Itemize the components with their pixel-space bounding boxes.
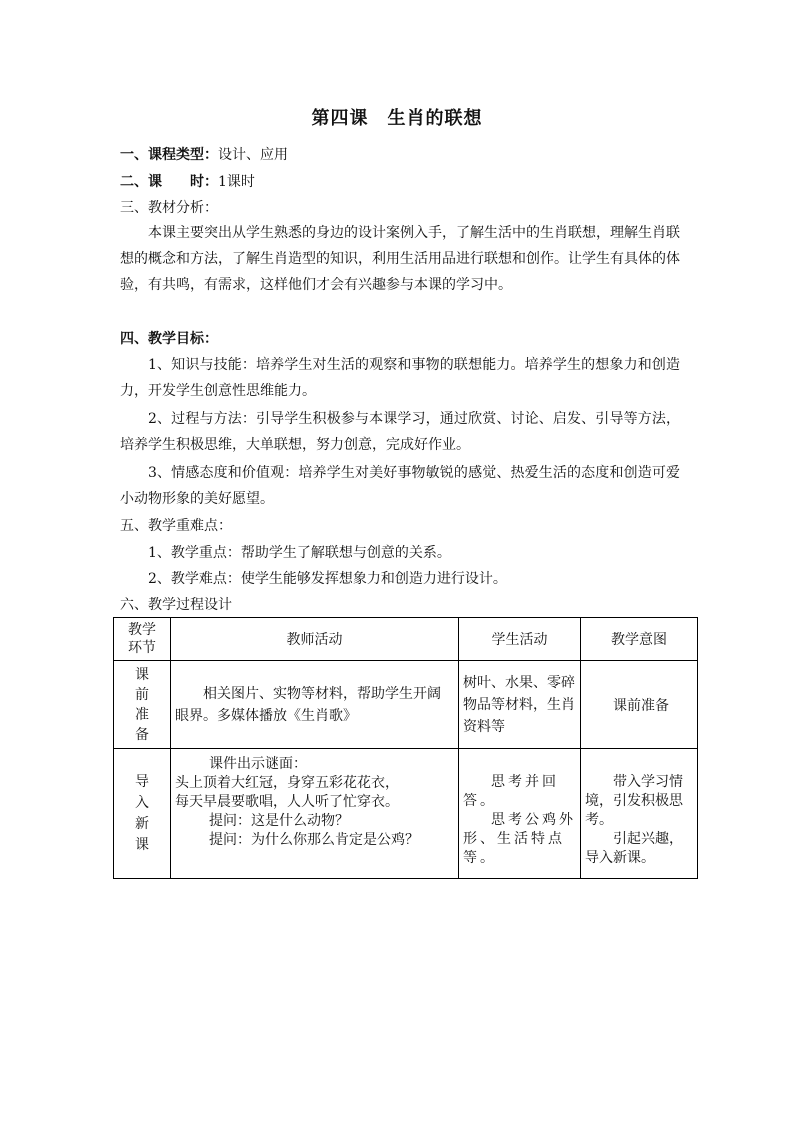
key-difficult-heading: 五、教学重难点： <box>120 518 232 534</box>
header-teaching-intent: 教学意图 <box>581 618 698 661</box>
teacher-activity-cell: 课件出示谜面： 头上顶着大红冠，身穿五彩花花衣， 每天早晨要歌唱，人人听了忙穿衣。 提问：这是什么动物？ 提问：为什么你那么肯定是公鸡？ <box>171 749 459 879</box>
teaching-goals-heading: 四、教学目标： <box>120 331 218 347</box>
goal-emotion-values: 3、情感态度和价值观：培养学生对美好事物敏锐的感觉、热爱生活的态度和创造可爱小动物形象的美好愿望。 <box>120 465 680 507</box>
course-type-line <box>120 146 288 164</box>
class-hours-value: 1课时 <box>218 174 255 190</box>
class-hours-line <box>120 173 255 191</box>
class-hours-label: 二、课 时： <box>120 174 218 190</box>
header-student-activity: 学生活动 <box>459 618 581 661</box>
course-type-label: 一、课程类型： <box>120 147 218 163</box>
course-type-value: 设计、应用 <box>218 147 288 163</box>
stage-cell: 课 前 准 备 <box>114 661 171 749</box>
process-table <box>113 617 698 879</box>
table-row <box>114 661 698 749</box>
student-activity-cell: 树叶、水果、零碎物品等材料，生肖资料等 <box>459 661 581 749</box>
header-teacher-activity: 教师活动 <box>171 618 459 661</box>
teacher-activity-cell: 相关图片、实物等材料，帮助学生开阔眼界。多媒体播放《生肖歌》 <box>171 661 459 749</box>
table-header-row <box>114 618 698 661</box>
material-analysis-text: 本课主要突出从学生熟悉的身边的设计案例入手，了解生活中的生肖联想，理解生肖联想的概念和方法，了解生肖造型的知识，利用生活用品进行联想和创作。让学生有具体的体验，有共鸣，有需求，这样他们才会有兴趣参与本课的学习中。 <box>120 225 680 293</box>
table-row <box>114 749 698 879</box>
stage-cell: 导 入 新 课 <box>114 749 171 879</box>
header-stage: 教学 环节 <box>114 618 171 661</box>
process-design-heading: 六、教学过程设计 <box>120 597 232 613</box>
goal-knowledge-skills: 1、知识与技能：培养学生对生活的观察和事物的联想能力。培养学生的想象力和创造力，开发学生创意性思维能力。 <box>120 357 680 399</box>
key-point: 1、教学重点：帮助学生了解联想与创意的关系。 <box>148 545 451 561</box>
difficult-point: 2、教学难点：使学生能够发挥想象力和创造力进行设计。 <box>148 571 507 587</box>
teaching-intent-cell: 带入学习情境，引发积极思考。 引起兴趣，导入新课。 <box>581 749 698 879</box>
lesson-title: 第四课 生肖的联想 <box>311 108 483 129</box>
student-activity-cell: 思考并回答。 思考公鸡外形、生活特点等。 <box>459 749 581 879</box>
teaching-intent-cell: 课前准备 <box>581 661 698 749</box>
goal-process-methods: 2、过程与方法：引导学生积极参与本课学习，通过欣赏、讨论、启发、引导等方法，培养学生积极思维，大单联想，努力创意，完成好作业。 <box>120 411 680 453</box>
material-analysis-heading: 三、教材分析： <box>120 200 218 216</box>
